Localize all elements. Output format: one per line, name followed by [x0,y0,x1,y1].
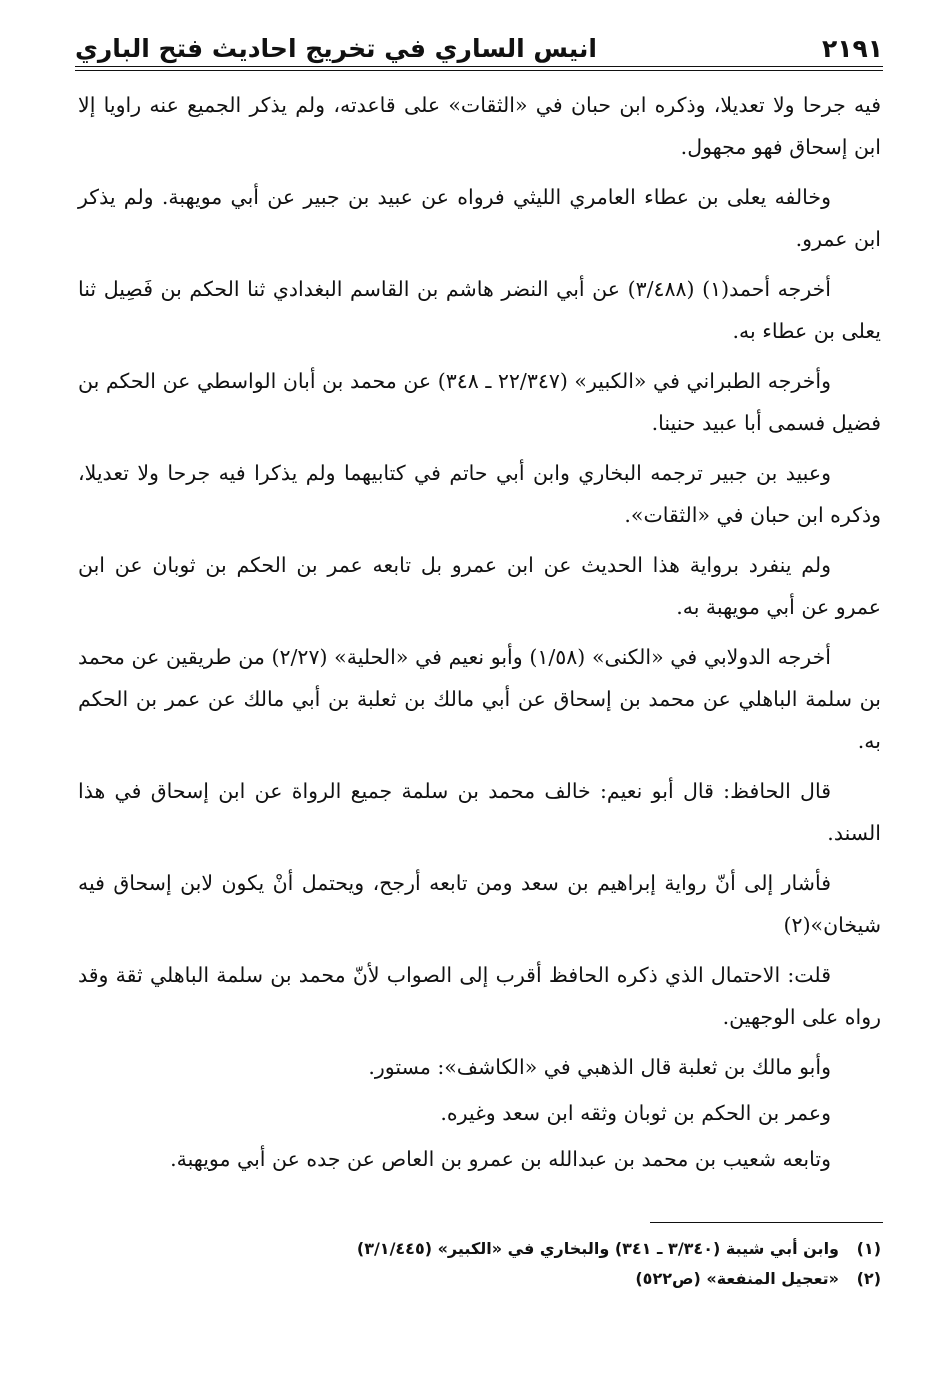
paragraph: أخرجه أحمد(١) (٣/٤٨٨) عن أبي النضر هاشم بن القاسم البغدادي ثنا الحكم بن فَصِيل ثنا يعلى بن عطاء به. [78,277,881,343]
footnotes [78,1234,881,1294]
paragraph: فأشار إلى أنّ رواية إبراهيم بن سعد ومن تابعه أرجح، ويحتمل أنْ يكون لابن إسحاق فيه شيخان»(٢) [78,871,881,937]
footnote-text: وابن أبي شيبة (٣/٣٤٠ ـ ٣٤١) والبخاري في «الكبير» (٣/١/٤٤٥) [356,1239,839,1258]
paragraph: وعمر بن الحكم بن ثوبان وثقه ابن سعد وغيره. [440,1101,831,1125]
paragraph: وخالفه يعلى بن عطاء العامري الليثي فرواه عن عبيد بن جبير عن أبي مويهبة. ولم يذكر ابن عمرو. [78,185,881,251]
paragraph: قلت: الاحتمال الذي ذكره الحافظ أقرب إلى الصواب لأنّ محمد بن سلمة الباهلي ثقة وقد رواه على الوجهين. [78,963,881,1029]
paragraph: فيه جرحا ولا تعديلا، وذكره ابن حبان في «الثقات» على قاعدته، ولم يذكر الجميع عنه راويا إلا ابن إسحاق فهو مجهول. [78,93,881,159]
page-number: ٢١٩١ [821,33,883,63]
paragraph: أخرجه الدولابي في «الكنى» (١/٥٨) وأبو نعيم في «الحلية» (٢/٢٧) من طريقين عن محمد بن سلمة الباهلي عن محمد بن إسحاق عن أبي مالك بن ثعلبة بن أبي مالك عن عمر بن الحكم به. [78,645,881,753]
book-title: انيس الساري في تخريج احاديث فتح الباري [75,33,597,63]
paragraph: وأبو مالك بن ثعلبة قال الذهبي في «الكاشف»: مستور. [368,1055,831,1079]
footnote-separator [650,1222,883,1223]
footnote-text: «تعجيل المنفعة» (ص٥٢٢) [635,1269,839,1288]
paragraph: وتابعه شعيب بن محمد بن عبدالله بن عمرو بن العاص عن جده عن أبي مويهبة. [170,1147,831,1171]
footnote [78,1264,881,1294]
header-rule-thin [75,70,883,71]
paragraph: قال الحافظ: قال أبو نعيم: خالف محمد بن سلمة جميع الرواة عن ابن إسحاق في هذا السند. [78,779,881,845]
footnote-number: (٢) [856,1269,881,1288]
paragraph: وأخرجه الطبراني في «الكبير» (٢٢/٣٤٧ ـ ٣٤٨) عن محمد بن أبان الواسطي عن الحكم بن فضيل فسمى أبا عبيد حنينا. [78,369,881,435]
header-rule [75,66,883,67]
paragraph: ولم ينفرد برواية هذا الحديث عن ابن عمرو بل تابعه عمر بن الحكم بن ثوبان عن ابن عمرو عن أبي مويهبة به. [78,553,881,619]
paragraph: وعبيد بن جبير ترجمه البخاري وابن أبي حاتم في كتابيهما ولم يذكرا فيه جرحا ولا تعديلا، وذكره ابن حبان في «الثقات». [78,461,881,527]
footnote-number: (١) [856,1239,881,1258]
main-text [78,84,881,1184]
footnote [78,1234,881,1264]
running-header [75,28,883,68]
